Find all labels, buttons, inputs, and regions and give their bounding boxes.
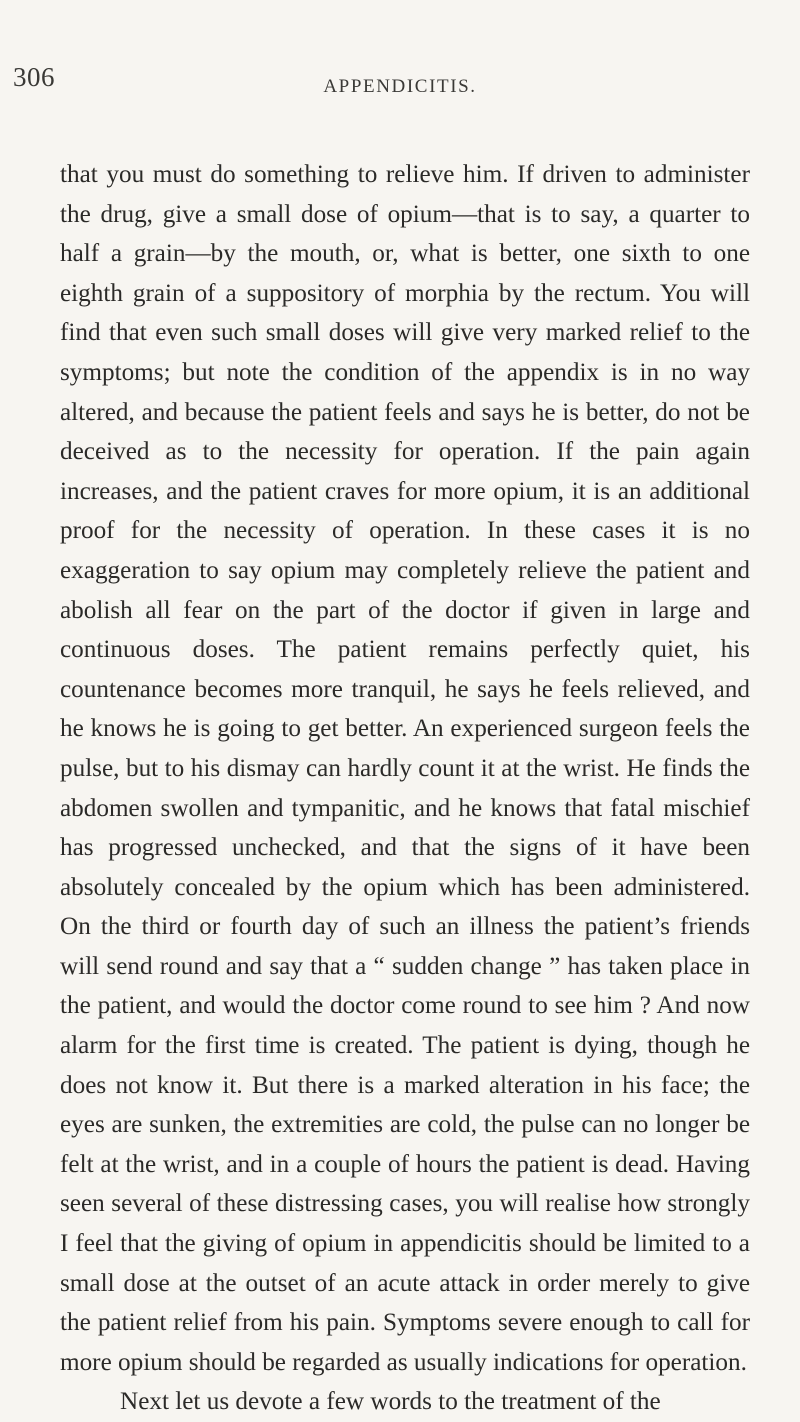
paragraph: that you must do something to relieve him. If driven to administer the drug, give a small dose of opium—that is to say, a quarter to half a grain—by the mouth, or, what is better, one sixth to one eighth grain of a suppository of morphia by the rectum. You will find that even such small doses will give very marked relief to the symptoms; but note the condition of the appendix is in no way altered, and because the patient feels and says he is better, do not be deceived as to the necessity for operation. If the pain again increases, and the patient craves for more opium, it is an additional proof for the necessity of operation. In these cases it is no exaggeration to say opium may completely relieve the patient and abolish all fear on the part of the doctor if given in large and continuous doses. The patient remains perfectly quiet, his countenance becomes more tranquil, he says he feels relieved, and he knows he is going to get better. An experienced surgeon feels the pulse, but to his dismay can hardly count it at the wrist. He finds the abdomen swollen and tympanitic, and he knows that fatal mischief has progressed unchecked, and that the signs of it have been absolutely concealed by the opium which has been administered. On the third or fourth day of such an illness the patient’s friends will send round and say that a “ sudden change ” has taken place in the patient, and would the doctor come round to see him ? And now alarm for the first time is created. The patient is dying, though he does not know it. But there is a marked alteration in his face; the eyes are sunken, the extremities are cold, the pulse can no longer be felt at the wrist, and in a couple of hours the patient is dead. Having seen several of these distressing cases, you will realise how strongly I feel that the giving of opium in appendicitis should be limited to a small dose at the outset of an acute attack in order merely to give the patient relief from his pain. Symptoms severe enough to call for more opium should be regarded as usually indications for operation. [60,161,750,1376]
running-title: APPENDICITIS. [323,76,477,97]
body-text [60,155,750,1422]
paragraph: Next let us devote a few words to the treatment of the [120,1388,661,1416]
page-number: 306 [13,62,55,92]
